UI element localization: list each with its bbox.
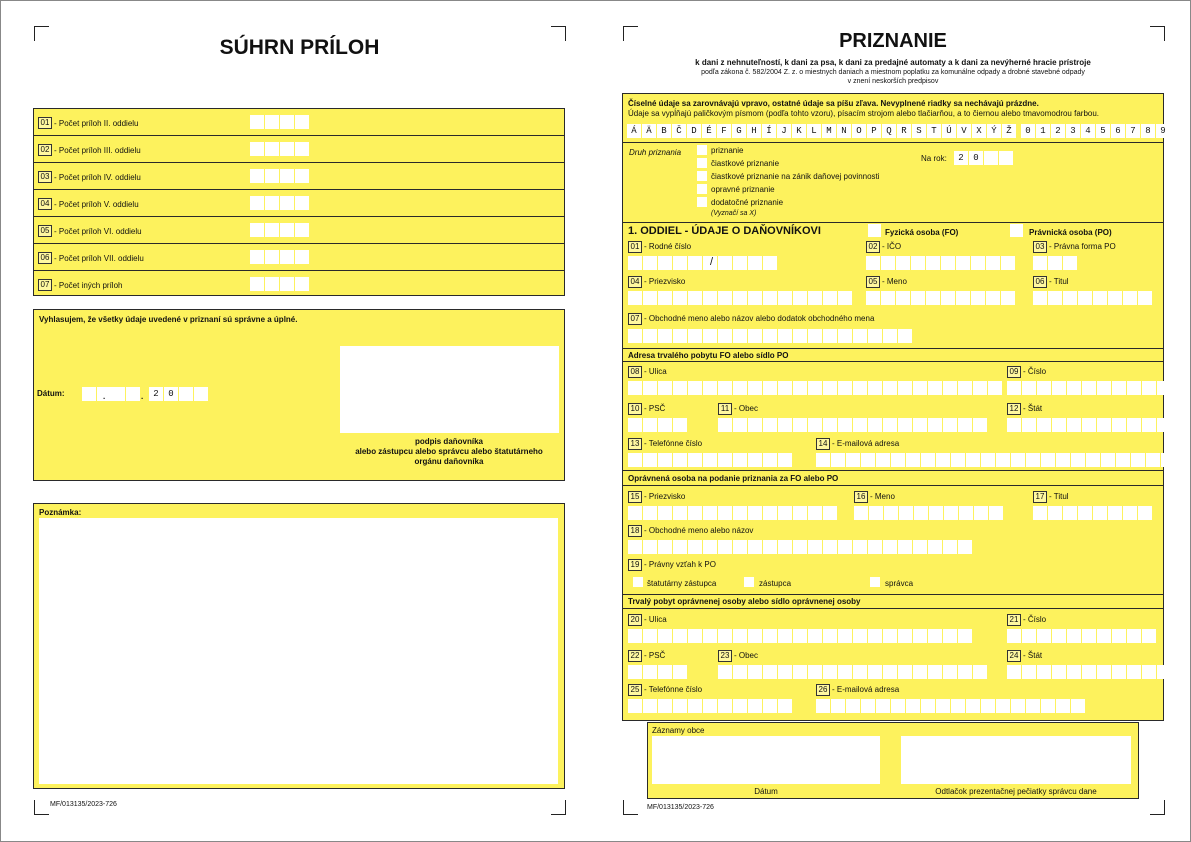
sample-letter: Á (627, 124, 641, 138)
sample-letter: Ž (1002, 124, 1016, 138)
divider (34, 216, 564, 217)
field-number-06: 06 (1033, 276, 1047, 288)
records-stamp-field[interactable] (901, 736, 1131, 784)
divider (623, 348, 1163, 349)
crop-mark (1150, 800, 1165, 815)
signature-caption-3: orgánu daňovníka (414, 457, 484, 466)
divider (34, 162, 564, 163)
sample-letter: V (957, 124, 971, 138)
sample-letter: Č (672, 124, 686, 138)
crop-mark (623, 800, 638, 815)
sample-letter: T (927, 124, 941, 138)
records-stamp-caption: Odtlačok prezentačnej pečiatky správcu dane (935, 787, 1097, 796)
field-number-19: 19 (628, 559, 642, 571)
authorized-address-title: Trvalý pobyt oprávnenej osoby alebo sídlo oprávnenej osoby (628, 597, 861, 606)
attachment-label: - Počet príloh VII. oddielu (54, 254, 144, 263)
field-number-16: 16 (854, 491, 868, 503)
date-label: Dátum: (37, 389, 65, 398)
field-input-09[interactable] (1007, 381, 1171, 395)
sample-letter: P (867, 124, 881, 138)
field-number-11: 11 (718, 403, 732, 415)
crop-mark (551, 800, 566, 815)
attachment-number: 01 (38, 117, 52, 129)
field-input-15[interactable] (628, 506, 837, 520)
declaration-type-label: Druh priznania (629, 148, 682, 157)
field-number-23: 23 (718, 650, 732, 662)
field-number-15: 15 (628, 491, 642, 503)
sample-letter: N (837, 124, 851, 138)
field-number-14: 14 (816, 438, 830, 450)
note-box (33, 503, 565, 789)
declaration-type-label: čiastkové priznanie (711, 159, 780, 168)
field-number-12: 12 (1007, 403, 1021, 415)
field-input-06[interactable] (1033, 291, 1152, 305)
field-input-05[interactable] (866, 291, 1015, 305)
attachment-number: 02 (38, 144, 52, 156)
main-form-panel (622, 93, 1164, 721)
sample-digit: 3 (1066, 124, 1080, 138)
attachment-count-boxes[interactable] (250, 250, 309, 264)
attachment-label: - Počet príloh III. oddielu (54, 146, 141, 155)
divider (623, 470, 1163, 471)
po-label: Právnická osoba (PO) (1029, 228, 1112, 237)
sample-letter: Ý (987, 124, 1001, 138)
sample-digit: 9 (1156, 124, 1170, 138)
field-label-23: - Obec (734, 651, 759, 660)
sample-letter: M (822, 124, 836, 138)
declaration-type-label: dodatočné priznanie (711, 198, 784, 207)
divider (623, 222, 1163, 223)
field-number-18: 18 (628, 525, 642, 537)
rel-representative-label: zástupca (759, 579, 792, 588)
divider (623, 608, 1163, 609)
tax-year-boxes[interactable]: 2 0 (954, 151, 1013, 165)
left-page-title: SÚHRN PRÍLOH (219, 36, 380, 59)
records-date-field[interactable] (652, 736, 880, 784)
rel-statutory-label: štatutárny zástupca (647, 579, 717, 588)
field-number-10: 10 (628, 403, 642, 415)
attachment-label: - Počet príloh VI. oddielu (54, 227, 142, 236)
declaration-type-checkbox[interactable] (697, 171, 707, 181)
declaration-type-checkbox[interactable] (697, 184, 707, 194)
sample-digit: 1 (1036, 124, 1050, 138)
attachments-summary-box (33, 108, 565, 296)
date-year-boxes[interactable]: 2 0 (149, 387, 208, 401)
divider (623, 361, 1163, 362)
declaration-type-label: priznanie (711, 146, 744, 155)
field-label-17: - Titul (1049, 492, 1069, 501)
field-input-07[interactable] (628, 329, 912, 343)
field-input-17[interactable] (1033, 506, 1152, 520)
field-label-10: - PSČ (644, 404, 666, 413)
law-reference-1: podľa zákona č. 582/2004 Z. z. o miestnych daniach a miestnom poplatku za komunálne odpady a drobné stavebné odpady (701, 69, 1085, 76)
date-day-boxes[interactable] (82, 387, 111, 401)
records-label: Záznamy obce (652, 726, 705, 735)
sample-digits (1021, 124, 1170, 138)
address-section-title: Adresa trvalého pobytu FO alebo sídlo PO (628, 351, 789, 360)
field-input-08[interactable] (628, 381, 1002, 395)
sample-letter: Q (882, 124, 896, 138)
field-number-13: 13 (628, 438, 642, 450)
attachment-label: - Počet iných príloh (54, 281, 123, 290)
note-label: Poznámka: (39, 508, 82, 517)
rel-representative-checkbox[interactable] (744, 577, 754, 587)
field-number-03: 03 (1033, 241, 1047, 253)
field-number-04: 04 (628, 276, 642, 288)
field-input-01[interactable] (628, 256, 777, 270)
attachment-count-boxes[interactable] (250, 277, 309, 291)
sample-digit: 6 (1111, 124, 1125, 138)
instructions-line-2: Údaje sa vypĺňajú paličkovým písmom (podľa tohto vzoru), písacím strojom alebo tlačiarňou, a to čiernou alebo tmavomodrou farbou. (628, 109, 1100, 118)
field-number-07: 07 (628, 313, 642, 325)
field-label-11: - Obec (734, 404, 759, 413)
field-label-25: - Telefónne číslo (644, 685, 703, 694)
attachment-count-boxes[interactable] (250, 223, 309, 237)
fo-checkbox[interactable] (868, 224, 881, 237)
field-input-02[interactable] (866, 256, 1015, 270)
field-label-01: - Rodné číslo (644, 242, 692, 251)
field-input-11[interactable] (718, 418, 987, 432)
year-label: Na rok: (921, 154, 947, 163)
field-input-12[interactable] (1007, 418, 1171, 432)
sample-letter: R (897, 124, 911, 138)
right-page-title: PRIZNANIE (839, 30, 947, 52)
field-number-01: 01 (628, 241, 642, 253)
right-footer-code: MF/013135/2023-726 (647, 804, 714, 811)
declaration-type-label: opravné priznanie (711, 185, 775, 194)
sample-letter: B (657, 124, 671, 138)
field-input-20[interactable] (628, 629, 972, 643)
date-separator: . (103, 392, 106, 401)
sample-digit: 8 (1141, 124, 1155, 138)
date-separator: . (141, 392, 144, 401)
declaration-type-note: (Vyznačí sa X) (711, 210, 757, 217)
sample-letter: Ä (642, 124, 656, 138)
section-1-title: 1. ODDIEL - ÚDAJE O DAŇOVNÍKOVI (628, 225, 821, 237)
field-label-21: - Číslo (1023, 615, 1047, 624)
field-label-13: - Telefónne číslo (644, 439, 703, 448)
field-input-24[interactable] (1007, 665, 1171, 679)
divider (623, 485, 1163, 486)
field-number-22: 22 (628, 650, 642, 662)
field-label-20: - Ulica (644, 615, 667, 624)
signature-caption-2: alebo zástupcu alebo správcu alebo štatutárneho (355, 447, 543, 456)
rel-administrator-checkbox[interactable] (870, 577, 880, 587)
sample-digit: 7 (1126, 124, 1140, 138)
field-input-13[interactable] (628, 453, 792, 467)
field-label-07: - Obchodné meno alebo názov alebo dodatok obchodného mena (644, 314, 875, 323)
field-input-21[interactable] (1007, 629, 1156, 643)
sample-digit: 5 (1096, 124, 1110, 138)
municipality-records-box (647, 722, 1139, 799)
sample-letter: S (912, 124, 926, 138)
instructions-line-1: Číselné údaje sa zarovnávajú vpravo, ostatné údaje sa píšu zľava. Nevyplnené riadky sa nechávajú prázdne. (628, 99, 1039, 108)
field-label-15: - Priezvisko (644, 492, 686, 501)
attachment-number: 03 (38, 171, 52, 183)
field-number-24: 24 (1007, 650, 1021, 662)
attachment-label: - Počet príloh IV. oddielu (54, 173, 141, 182)
field-label-09: - Číslo (1023, 367, 1047, 376)
declaration-text: Vyhlasujem, že všetky údaje uvedené v priznaní sú správne a úplné. (39, 315, 298, 324)
field-number-17: 17 (1033, 491, 1047, 503)
attachment-count-boxes[interactable] (250, 115, 309, 129)
field-label-03: - Právna forma PO (1049, 242, 1116, 251)
field-label-26: - E-mailová adresa (832, 685, 900, 694)
fo-label: Fyzická osoba (FO) (885, 228, 959, 237)
field-number-20: 20 (628, 614, 642, 626)
sample-letter: É (702, 124, 716, 138)
field-input-25[interactable] (628, 699, 792, 713)
field-input-23[interactable] (718, 665, 987, 679)
divider (34, 189, 564, 190)
sample-letter: K (792, 124, 806, 138)
attachment-number: 05 (38, 225, 52, 237)
field-label-24: - Štát (1023, 651, 1043, 660)
signature-caption-1: podpis daňovníka (414, 437, 483, 446)
field-input-10[interactable] (628, 418, 687, 432)
field-label-22: - PSČ (644, 651, 666, 660)
sample-letter: D (687, 124, 701, 138)
authorized-section-title: Oprávnená osoba na podanie priznania za FO alebo PO (628, 474, 839, 483)
crop-mark (34, 800, 49, 815)
left-footer-code: MF/013135/2023-726 (50, 801, 117, 808)
field-input-16[interactable] (854, 506, 1003, 520)
sample-letter: Í (762, 124, 776, 138)
field-number-09: 09 (1007, 366, 1021, 378)
form-subtitle: k dani z nehnuteľností, k dani za psa, k dani za predajné automaty a k dani za nevýherné hracie prístroje (695, 58, 1091, 67)
sample-letter: O (852, 124, 866, 138)
field-label-08: - Ulica (644, 367, 667, 376)
field-number-25: 25 (628, 684, 642, 696)
rel-administrator-label: správca (885, 579, 914, 588)
attachment-count-boxes[interactable] (250, 142, 309, 156)
declaration-type-checkbox[interactable] (697, 158, 707, 168)
field-label-12: - Štát (1023, 404, 1043, 413)
field-input-04[interactable] (628, 291, 852, 305)
field-number-26: 26 (816, 684, 830, 696)
declaration-type-label: čiastkové priznanie na zánik daňovej povinnosti (711, 172, 880, 181)
sample-letters (627, 124, 1016, 138)
divider (34, 270, 564, 271)
attachment-label: - Počet príloh V. oddielu (54, 200, 139, 209)
field-label-04: - Priezvisko (644, 277, 686, 286)
field-label-19: - Právny vzťah k PO (644, 560, 716, 569)
po-checkbox[interactable] (1010, 224, 1023, 237)
divider (34, 135, 564, 136)
sample-letter: L (807, 124, 821, 138)
field-label-06: - Titul (1049, 277, 1069, 286)
field-input-14[interactable] (816, 453, 1175, 467)
sample-digit: 4 (1081, 124, 1095, 138)
field-number-02: 02 (866, 241, 880, 253)
attachment-count-boxes[interactable] (250, 196, 309, 210)
birth-number-slash: / (710, 256, 714, 268)
declaration-box (33, 309, 565, 481)
field-number-21: 21 (1007, 614, 1021, 626)
records-date-caption: Dátum (754, 787, 778, 796)
declaration-type-checkbox[interactable] (697, 197, 707, 207)
field-label-16: - Meno (870, 492, 895, 501)
field-input-26[interactable] (816, 699, 1085, 713)
attachment-number: 07 (38, 279, 52, 291)
sample-digit: 0 (1021, 124, 1035, 138)
sample-digit: 2 (1051, 124, 1065, 138)
field-label-02: - IČO (882, 242, 902, 251)
law-reference-2: v znení neskorších predpisov (847, 78, 939, 85)
sample-letter: G (732, 124, 746, 138)
sample-letter: Ú (942, 124, 956, 138)
sample-letter: X (972, 124, 986, 138)
field-label-14: - E-mailová adresa (832, 439, 900, 448)
declaration-type-checkbox[interactable] (697, 145, 707, 155)
field-input-03[interactable] (1033, 256, 1077, 270)
sample-letter: J (777, 124, 791, 138)
field-input-22[interactable] (628, 665, 687, 679)
attachment-number: 04 (38, 198, 52, 210)
signature-field[interactable] (340, 346, 559, 433)
field-label-18: - Obchodné meno alebo názov (644, 526, 754, 535)
field-label-05: - Meno (882, 277, 907, 286)
field-input-18[interactable] (628, 540, 972, 554)
date-month-boxes[interactable] (111, 387, 140, 401)
attachment-number: 06 (38, 252, 52, 264)
rel-statutory-checkbox[interactable] (633, 577, 643, 587)
note-field[interactable] (39, 518, 558, 784)
divider (623, 142, 1163, 143)
field-number-08: 08 (628, 366, 642, 378)
field-number-05: 05 (866, 276, 880, 288)
sample-letter: H (747, 124, 761, 138)
divider (623, 594, 1163, 595)
attachment-label: - Počet príloh II. oddielu (54, 119, 139, 128)
attachment-count-boxes[interactable] (250, 169, 309, 183)
sample-letter: F (717, 124, 731, 138)
divider (34, 243, 564, 244)
